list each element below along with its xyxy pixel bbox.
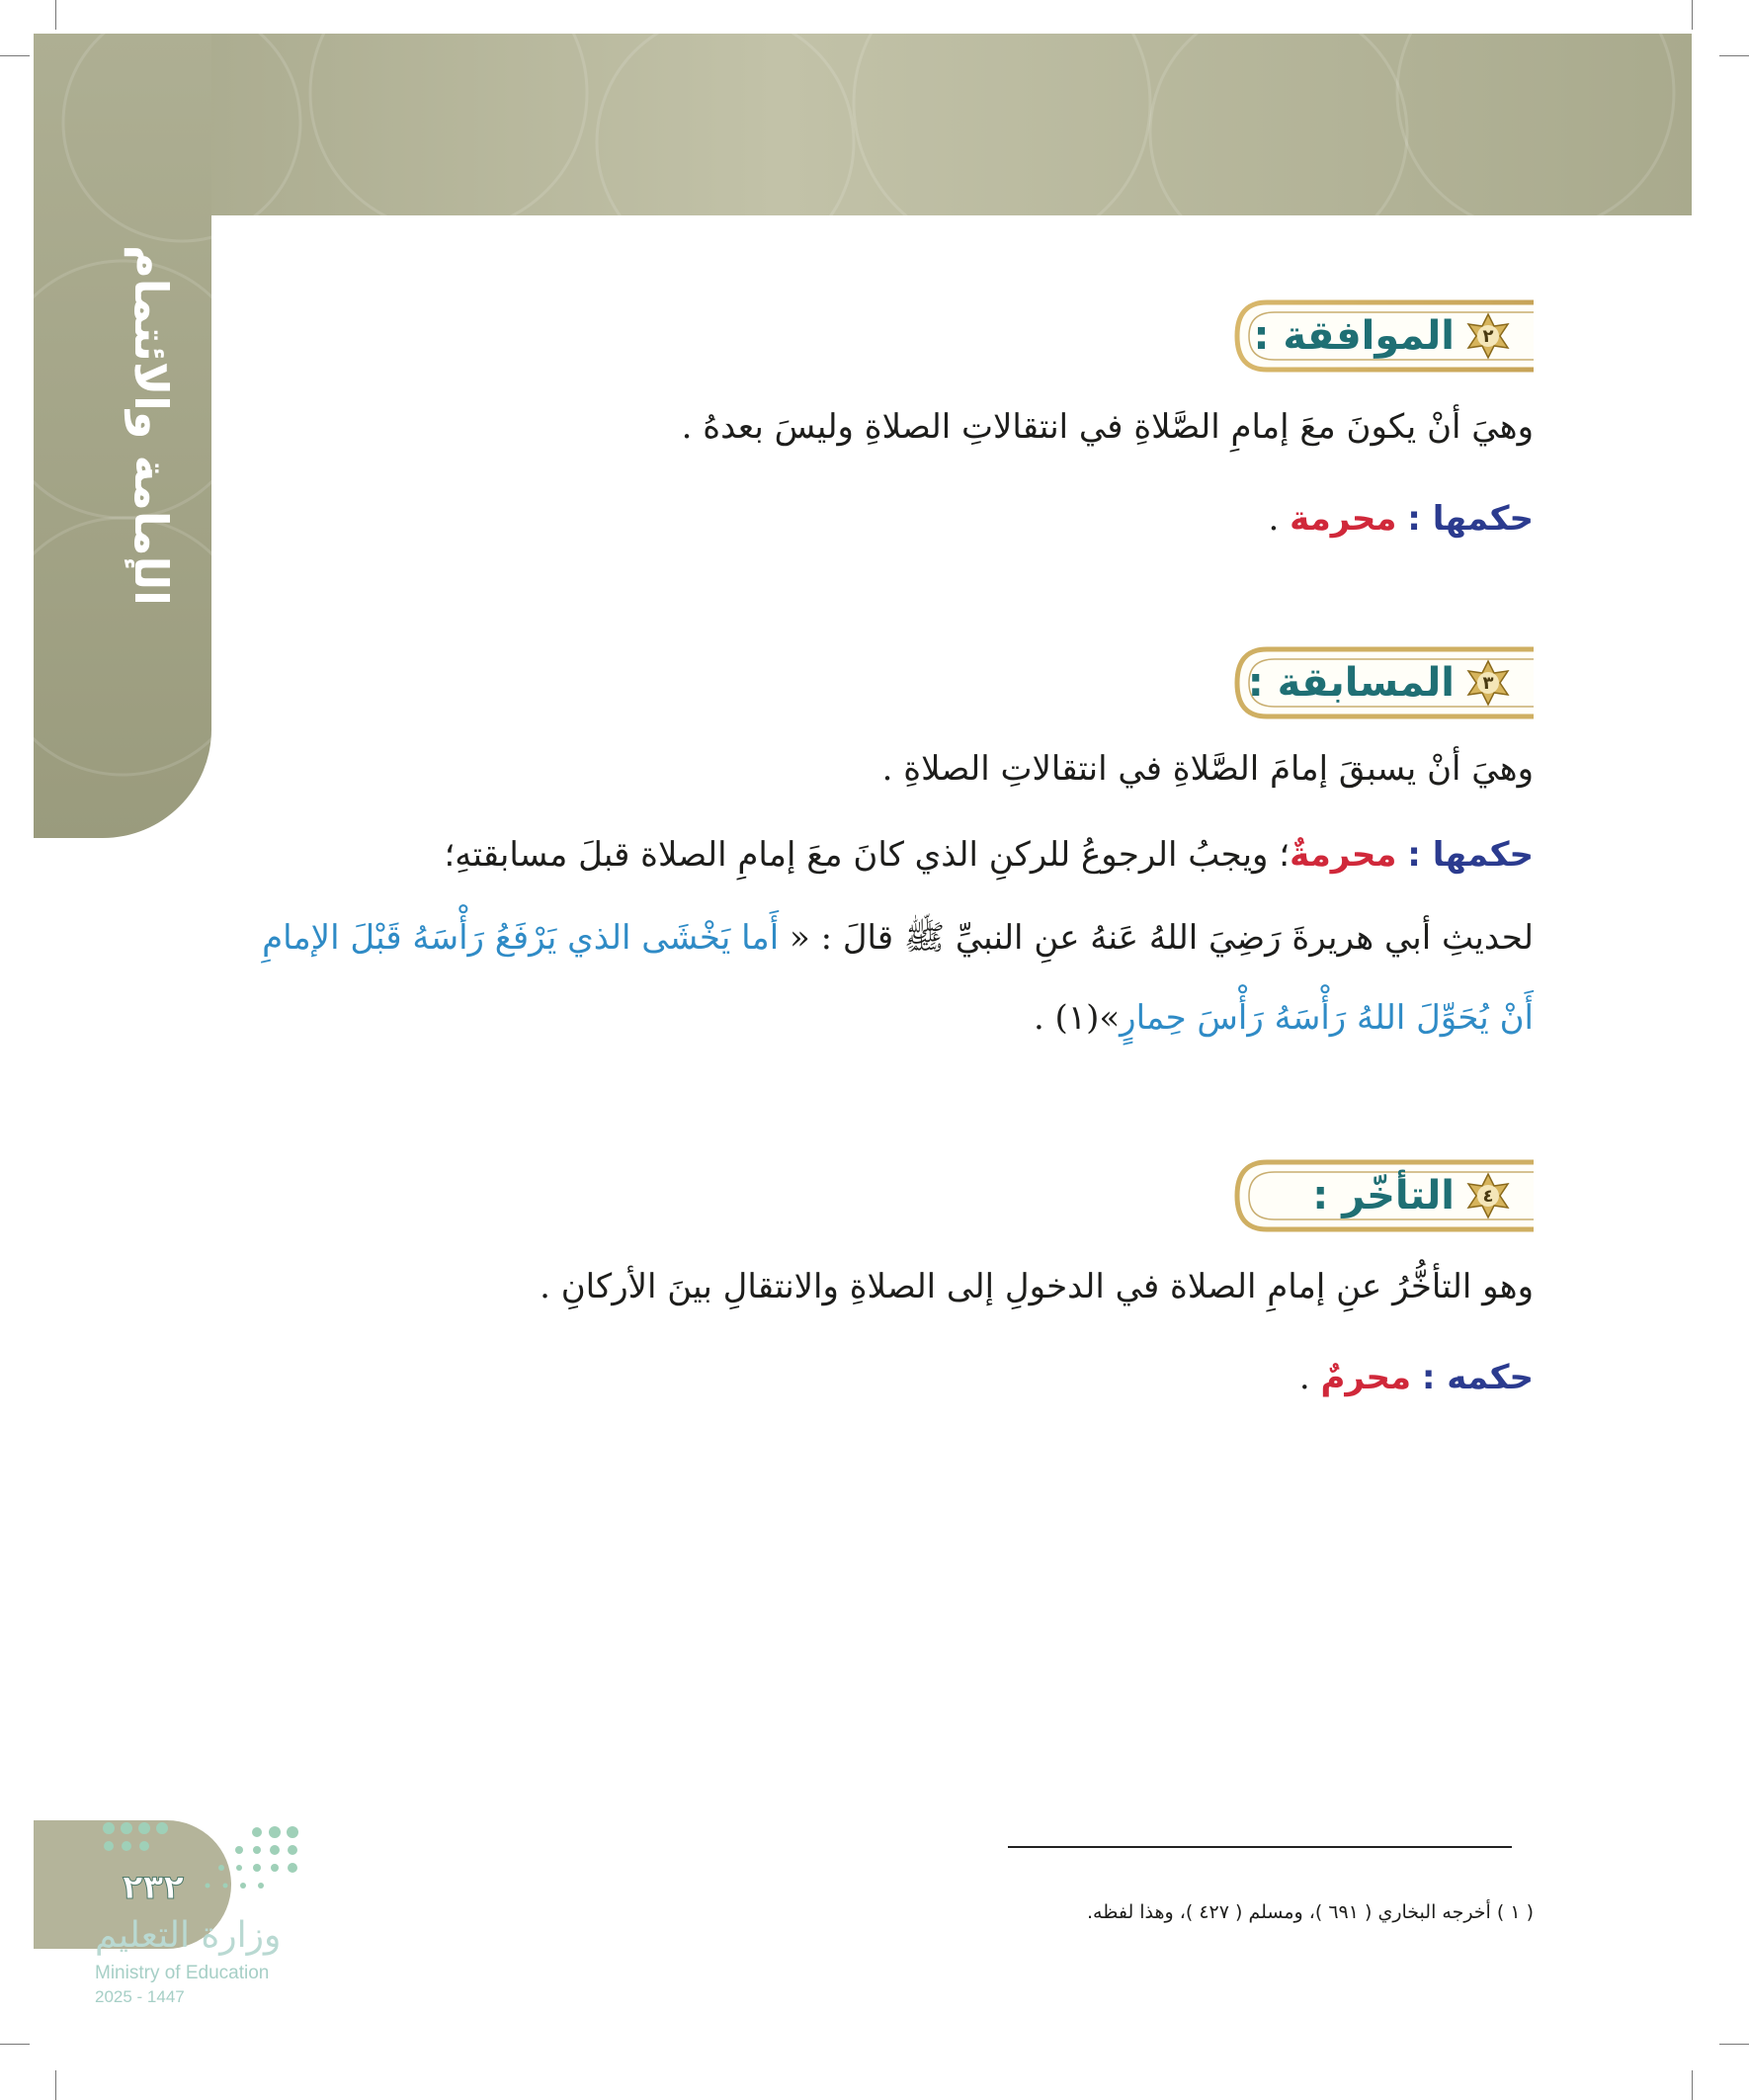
crop-mark bbox=[1719, 55, 1749, 56]
section-title: الموافقة : bbox=[1253, 313, 1455, 359]
section-title: المسابقة : bbox=[1247, 660, 1455, 706]
hadith-line bbox=[219, 998, 1534, 1038]
definition-line: وهيَ أنْ يسبقَ إمامَ الصَّلاةِ في انتقالاتِ الصلاةِ . bbox=[881, 749, 1534, 789]
crop-mark bbox=[1692, 0, 1693, 30]
page-number: ٢٣٢ bbox=[122, 1868, 185, 1907]
crop-mark bbox=[0, 55, 30, 56]
footnote: ( ١ ) أخرجه البخاري ( ٦٩١ )، ومسلم ( ٤٢٧ )، وهذا لفظه. bbox=[1087, 1901, 1534, 1923]
ruling-key: حكمه : bbox=[1421, 1358, 1534, 1397]
ruling-key: حكمها : bbox=[1407, 499, 1534, 539]
ruling-line bbox=[219, 499, 1534, 539]
ruling-key: حكمها : bbox=[1407, 835, 1534, 875]
ministry-name-en: Ministry of Education bbox=[95, 1963, 270, 1983]
ruling-line bbox=[219, 835, 1534, 875]
ruling-tail: . bbox=[1298, 1358, 1321, 1397]
hadith-close: »(١) . bbox=[1033, 998, 1121, 1038]
crop-mark bbox=[0, 2044, 30, 2045]
ruling-value: محرمٌ bbox=[1320, 1358, 1412, 1397]
crop-mark bbox=[55, 0, 56, 30]
hadith-text: أَنْ يُحَوِّلَ اللهُ رَأْسَهُ رَأْسَ حِمارٍ bbox=[1120, 998, 1534, 1038]
ruling-value: محرمةٌ bbox=[1290, 835, 1397, 875]
definition-line: وهيَ أنْ يكونَ معَ إمامِ الصَّلاةِ في انتقالاتِ الصلاةِ وليسَ بعدهُ . bbox=[681, 407, 1534, 447]
hadith-intro: لحديثِ أبي هريرةَ رَضِيَ اللهُ عَنهُ عنِ النبيِّ ﷺ قالَ : « bbox=[789, 918, 1534, 958]
ruling-tail: . bbox=[1268, 499, 1291, 539]
hadith-text: أَما يَخْشَى الذي يَرْفَعُ رَأْسَهُ قَبْلَ الإمامِ bbox=[262, 918, 780, 958]
crop-mark bbox=[1719, 2044, 1749, 2045]
ministry-name-ar: وزارة التعليم bbox=[95, 1915, 282, 1956]
section-number-badge: ٤ bbox=[1464, 1172, 1512, 1219]
section-header-muwafaqa bbox=[1227, 298, 1534, 374]
section-header-musabaqa bbox=[1227, 645, 1534, 720]
section-header-taakhur bbox=[1227, 1158, 1534, 1233]
section-number-badge: ٣ bbox=[1464, 659, 1512, 707]
crop-mark bbox=[55, 2070, 56, 2100]
hadith-line bbox=[219, 917, 1534, 966]
crop-mark bbox=[1692, 2070, 1693, 2100]
footnote-divider bbox=[1008, 1846, 1512, 1848]
ruling-line bbox=[219, 1358, 1534, 1397]
chapter-title: الإمامة والائتمام bbox=[125, 244, 178, 606]
ruling-tail: ؛ ويجبُ الرجوعُ للركنِ الذي كانَ معَ إمامِ الصلاة قبلَ مسابقتهِ؛ bbox=[444, 835, 1291, 875]
edition-year: 2025 - 1447 bbox=[95, 1987, 185, 2006]
section-number-badge: ٢ bbox=[1464, 312, 1512, 360]
definition-line: وهو التأخُّرُ عنِ إمامِ الصلاة في الدخولِ إلى الصلاةِ والانتقالِ بينَ الأركانِ . bbox=[540, 1267, 1534, 1306]
ruling-value: محرمة bbox=[1290, 499, 1397, 539]
section-title: التأخّر : bbox=[1312, 1173, 1455, 1218]
